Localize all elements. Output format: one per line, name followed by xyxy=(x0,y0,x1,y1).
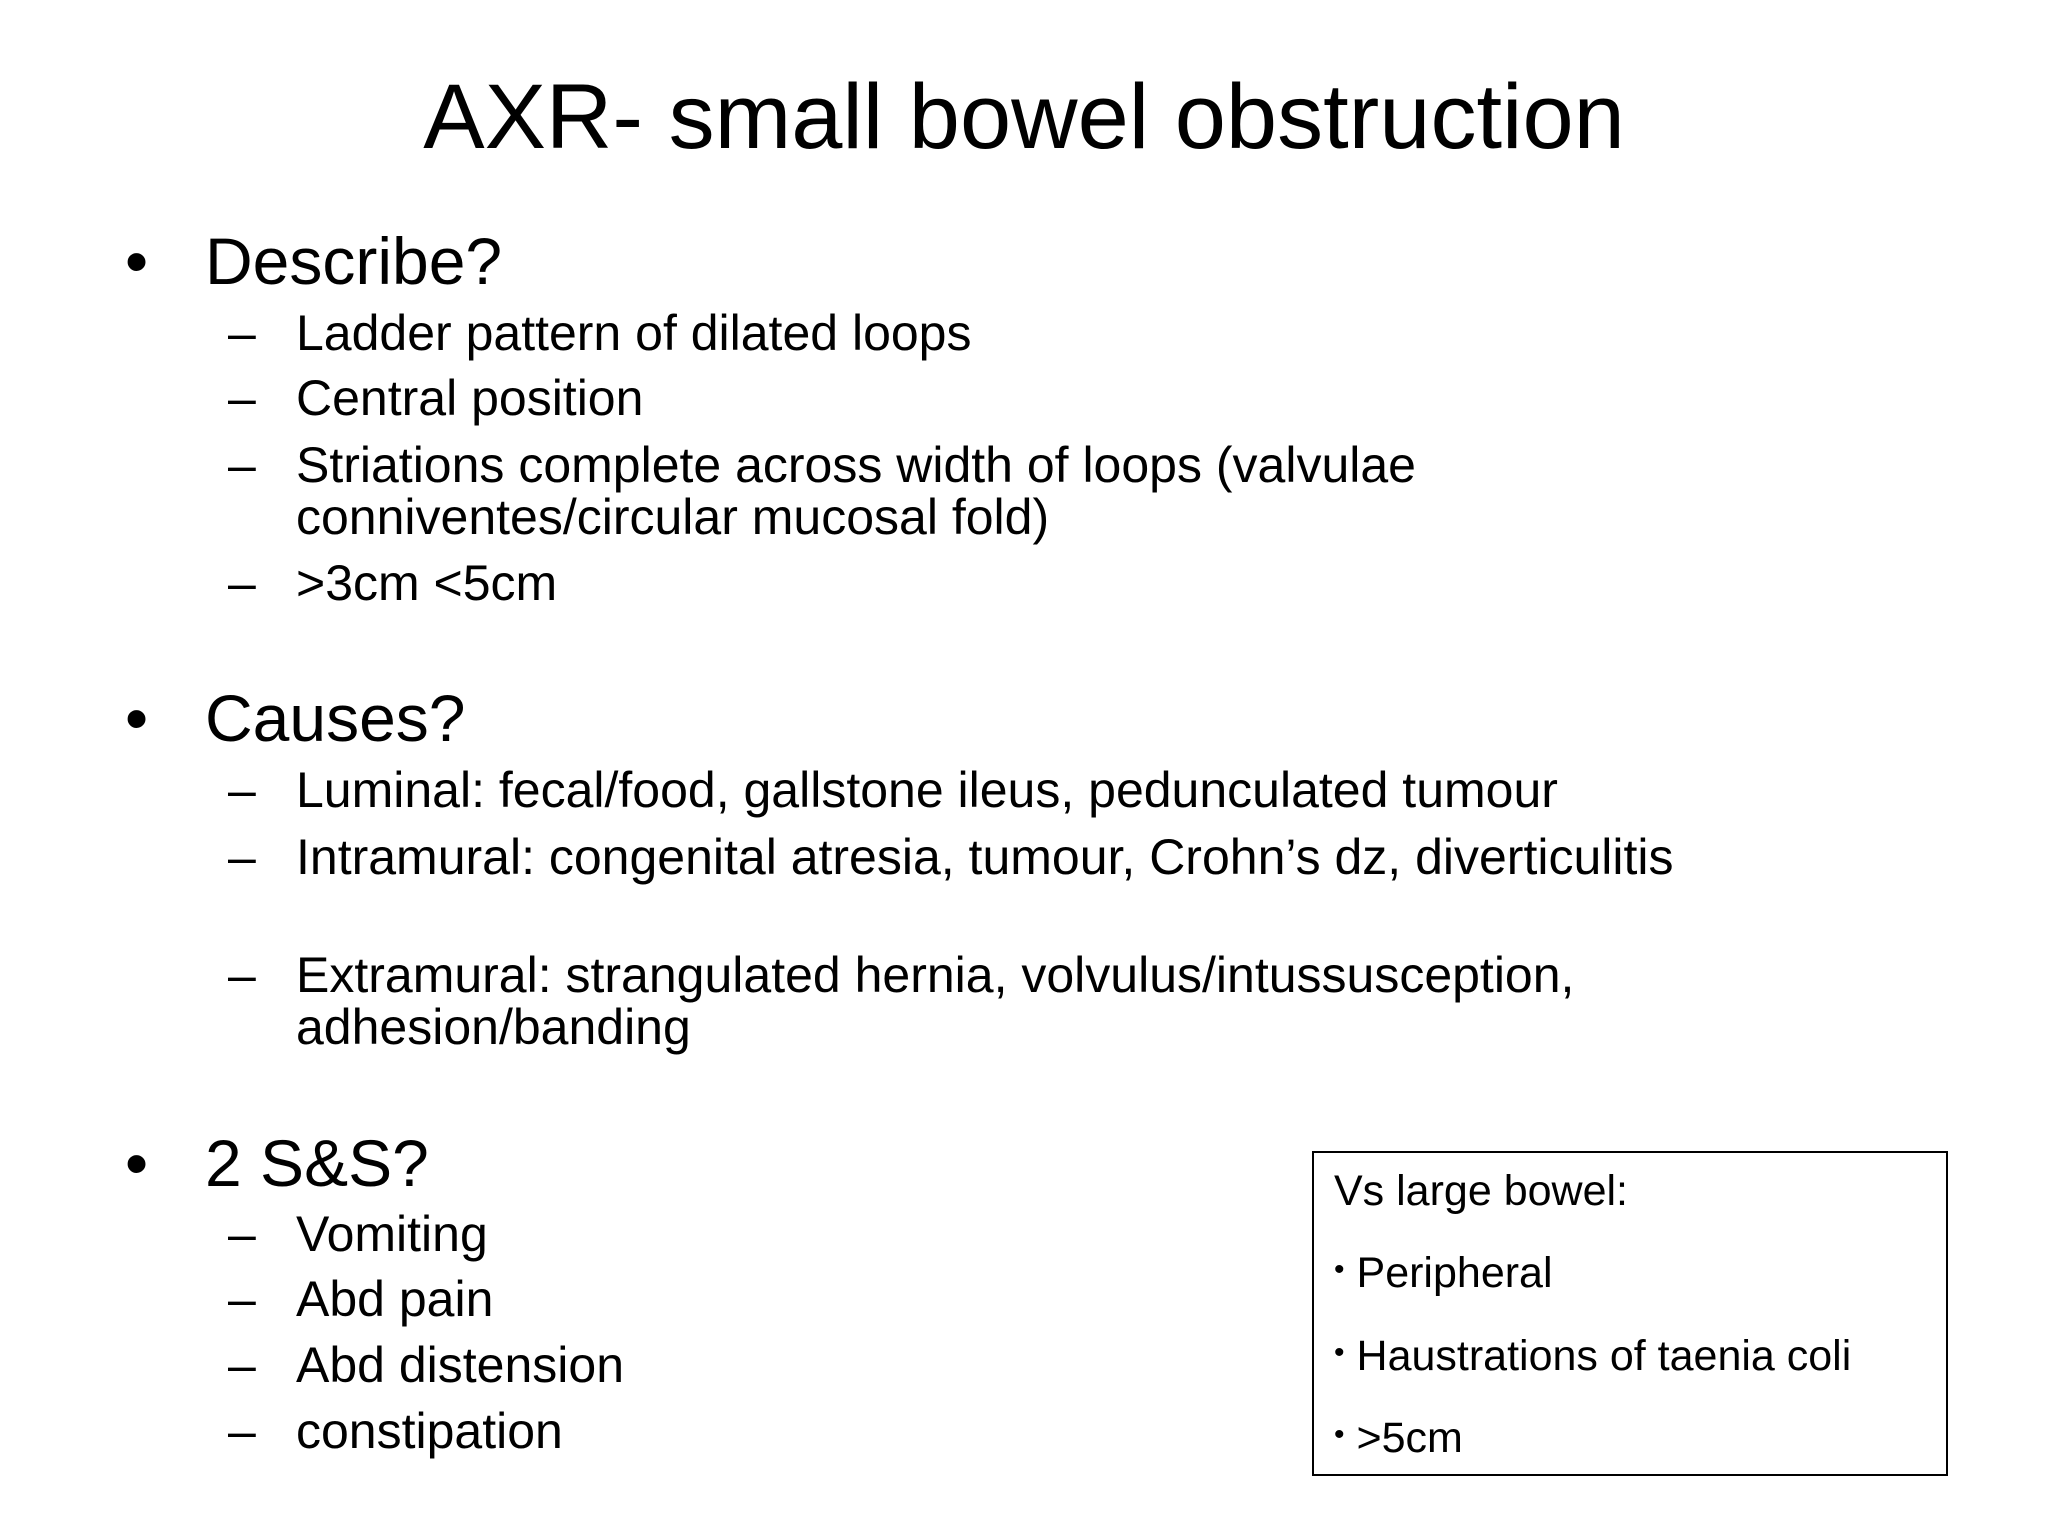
comparison-callout-box xyxy=(1312,1151,1948,1476)
dash-icon: – xyxy=(228,305,256,361)
list-item-text: Vomiting xyxy=(296,1206,488,1262)
list-item-text: constipation xyxy=(296,1403,563,1459)
list-item-text: Central position xyxy=(296,370,644,426)
list-item-text: Extramural: strangulated hernia, volvulus/intussusception, adhesion/banding xyxy=(296,947,1575,1055)
dash-icon: – xyxy=(228,555,256,611)
bullet-dot-icon: • xyxy=(125,1126,149,1200)
list-item-text: Abd pain xyxy=(296,1271,494,1327)
list-item-text: Luminal: fecal/food, gallstone ileus, pedunculated tumour xyxy=(296,762,1558,818)
dash-icon: – xyxy=(228,1206,256,1262)
dash-icon: – xyxy=(228,1337,256,1393)
dash-icon: – xyxy=(228,370,256,426)
bullet-dot-icon: • xyxy=(1334,1253,1345,1286)
dash-icon: – xyxy=(228,829,256,885)
list-item-text: >3cm <5cm xyxy=(296,555,558,611)
dash-icon: – xyxy=(228,1403,256,1459)
callout-item-text: >5cm xyxy=(1356,1414,1463,1462)
bullet-dot-icon: • xyxy=(1334,1418,1345,1451)
bullet-heading: Describe? xyxy=(205,224,503,298)
callout-item-text: Haustrations of taenia coli xyxy=(1356,1332,1852,1380)
callout-item xyxy=(1334,1332,1851,1385)
callout-item xyxy=(1334,1249,1553,1302)
bullet-dot-icon: • xyxy=(125,224,149,298)
list-item-text: Ladder pattern of dilated loops xyxy=(296,305,972,361)
dash-icon: – xyxy=(228,762,256,818)
list-item-text: Striations complete across width of loops (valvulae conniventes/circular mucosal fold) xyxy=(296,437,1416,545)
bullet-dot-icon: • xyxy=(125,681,149,755)
bullet-dot-icon: • xyxy=(1334,1336,1345,1369)
list-item-text: Intramural: congenital atresia, tumour, Crohn’s dz, diverticulitis xyxy=(296,829,1674,885)
slide-title: AXR- small bowel obstruction xyxy=(423,66,1625,168)
dash-icon: – xyxy=(228,947,256,1003)
bullet-heading: 2 S&S? xyxy=(205,1126,429,1200)
callout-item-text: Peripheral xyxy=(1356,1249,1553,1297)
list-item-text: Abd distension xyxy=(296,1337,625,1393)
dash-icon: – xyxy=(228,1271,256,1327)
bullet-heading: Causes? xyxy=(205,681,466,755)
callout-heading: Vs large bowel: xyxy=(1334,1167,1628,1215)
callout-item xyxy=(1334,1414,1463,1467)
dash-icon: – xyxy=(228,437,256,493)
